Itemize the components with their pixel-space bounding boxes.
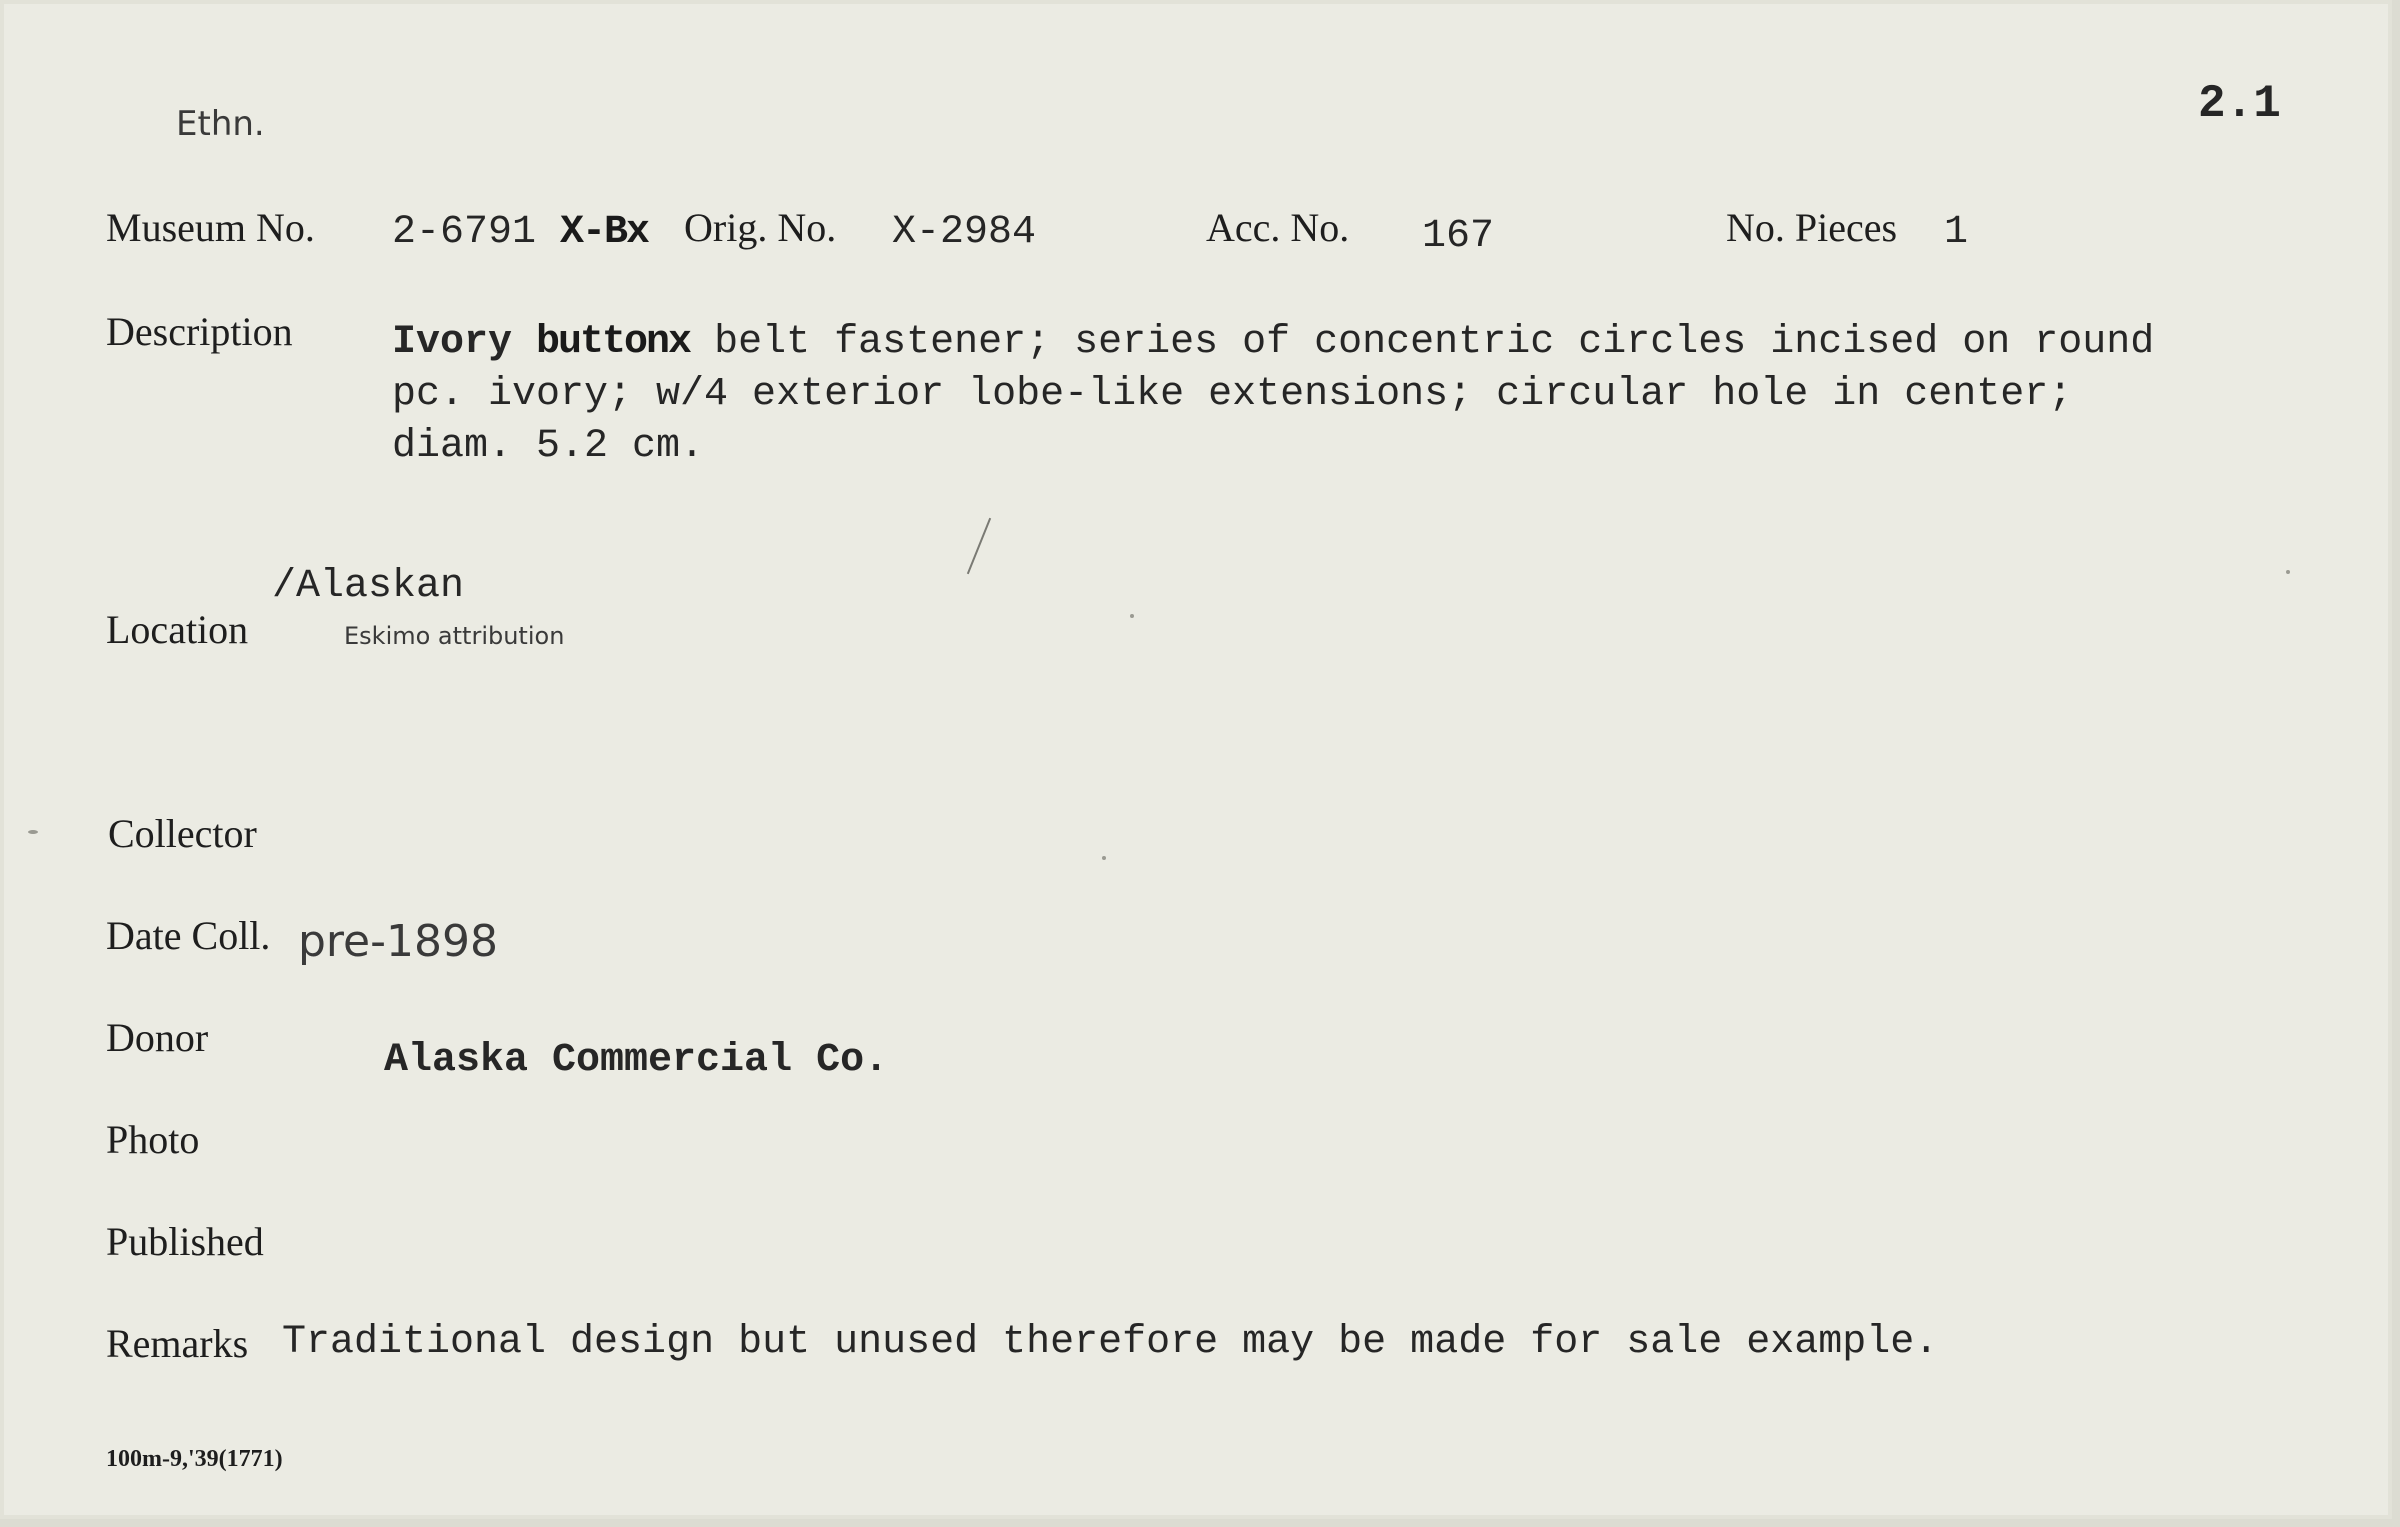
description-strikeout: buttonx (536, 320, 691, 365)
remarks-value: Traditional design but unused therefore may be made for sale example. (282, 1320, 1939, 1365)
paper-speck (2286, 570, 2290, 574)
museum-no-value (392, 210, 648, 255)
orig-no-label: Orig. No. (684, 205, 837, 250)
card-number: 2.1 (2198, 78, 2281, 130)
description-line-2: pc. ivory; w/4 exterior lobe-like extensions; circular hole in center; (392, 372, 2073, 417)
description-text-1a: Ivory (392, 320, 537, 365)
collector-label: Collector (108, 811, 257, 856)
acc-no-value: 167 (1422, 214, 1495, 259)
published-label: Published (106, 1219, 264, 1264)
date-value: pre-1898 (298, 916, 498, 967)
location-label: Location (106, 607, 249, 652)
description-text-1b: belt fastener; series of concentric circles incised on round (690, 320, 2155, 365)
paper-speck (28, 830, 38, 834)
location-note: Eskimo attribution (344, 622, 565, 650)
acc-no-label: Acc. No. (1206, 205, 1350, 250)
description-line-3: diam. 5.2 cm. (392, 424, 705, 469)
category-stamp: Ethn. (176, 104, 265, 144)
description-line-1 (392, 320, 2154, 365)
pencil-stroke (967, 518, 991, 574)
form-number: 100m-9,'39(1771) (106, 1446, 283, 1472)
orig-no-value: X-2984 (892, 210, 1037, 255)
donor-label: Donor (106, 1015, 209, 1060)
location-value: /Alaskan (272, 564, 465, 609)
date-label: Date Coll. (106, 913, 271, 958)
remarks-label: Remarks (106, 1321, 249, 1366)
museum-no-strikeout: X-Bx (560, 210, 649, 255)
pieces-label: No. Pieces (1726, 205, 1898, 250)
donor-value: Alaska Commercial Co. (384, 1038, 889, 1083)
pieces-value: 1 (1944, 210, 1969, 255)
museum-no-label: Museum No. (106, 205, 315, 250)
description-label: Description (106, 309, 293, 354)
paper-speck (1102, 856, 1106, 860)
paper-speck (1130, 614, 1134, 618)
photo-label: Photo (106, 1117, 200, 1162)
museum-no: 2-6791 (392, 210, 537, 255)
